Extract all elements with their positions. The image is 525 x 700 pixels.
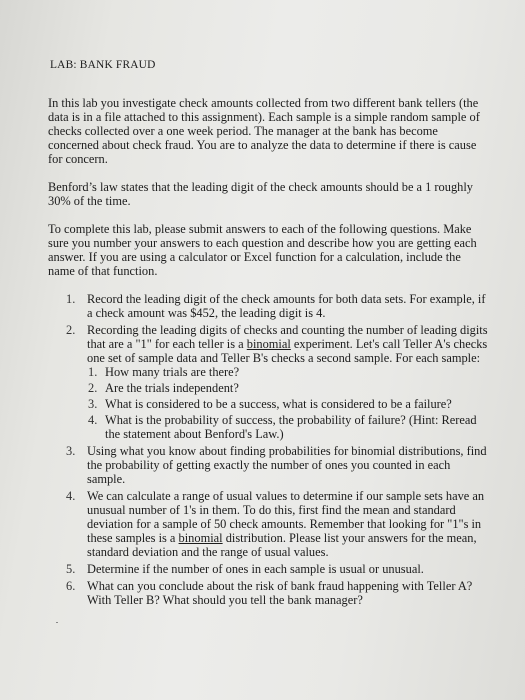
question-number: 3. bbox=[66, 444, 76, 458]
question-number: 6. bbox=[66, 579, 76, 593]
sub-question-list bbox=[88, 365, 488, 441]
sub-question-text: Are the trials independent? bbox=[105, 381, 239, 395]
sub-question-number: 1. bbox=[88, 365, 98, 379]
question-1 bbox=[66, 292, 488, 320]
question-3 bbox=[66, 444, 488, 486]
lab-title: LAB: BANK FRAUD bbox=[50, 59, 156, 71]
question-number: 4. bbox=[66, 489, 76, 503]
benford-paragraph: Benford’s law states that the leading digit of the check amounts should be a 1 roughly 30% of the time. bbox=[48, 180, 473, 208]
question-text: Using what you know about finding probabilities for binomial distributions, find the probability of getting exactly the number of ones you counted in each sample. bbox=[87, 444, 487, 486]
stray-pen-mark bbox=[56, 622, 58, 623]
question-text-end: experiment. Let's call Teller A's checks one set of sample data and Teller B's checks a second sample. For each sample: bbox=[87, 337, 488, 365]
worksheet-content bbox=[48, 58, 488, 610]
sub-question-text: What is considered to be a success, what is considered to be a failure? bbox=[105, 397, 452, 411]
sub-question-text: How many trials are there? bbox=[105, 365, 240, 379]
question-number: 5. bbox=[66, 562, 76, 576]
question-2 bbox=[66, 323, 488, 441]
question-text-start: Recording the leading digits of checks and counting the number of leading digits that are a "1" for each teller is a bbox=[87, 323, 488, 351]
intro-paragraph: In this lab you investigate check amounts collected from two different bank tellers (the data is in a file attached to this assignment). Each sample is a simple random sample of checks collected over a one week period. The manager at the bank has become concerned about check fraud. You are to analyze the data to determine if there is cause for concern. bbox=[48, 96, 480, 166]
sub-question-number: 4. bbox=[88, 413, 98, 427]
question-6 bbox=[66, 579, 488, 607]
question-text: What can you conclude about the risk of bank fraud happening with Teller A? With Teller B? What should you tell the bank manager? bbox=[87, 579, 473, 607]
sub-question-2 bbox=[88, 381, 488, 395]
sub-question-text: What is the probability of success, the probability of failure? (Hint: Reread the statement about Benford's Law.) bbox=[105, 413, 477, 441]
question-number: 1. bbox=[66, 292, 76, 306]
sub-question-3 bbox=[88, 397, 488, 411]
sub-question-1 bbox=[88, 365, 488, 379]
question-list bbox=[66, 292, 488, 607]
question-text-start: We can calculate a range of usual values to determine if our sample sets have an unusual number of 1's in them. To do this, first find the mean and standard deviation for a sample of 50 check amounts. Remember that looking for "1"s in these samples is a bbox=[87, 489, 485, 545]
question-text: Record the leading digit of the check amounts for both data sets. For example, if a check amount was $452, the leading digit is 4. bbox=[87, 292, 486, 320]
instructions-paragraph: To complete this lab, please submit answers to each of the following questions. Make sure you number your answers to each question and describe how you are getting each answer. If you are using a calculator or Excel function for a calculation, include the name of that function. bbox=[48, 222, 477, 278]
question-text-end: distribution. Please list your answers for the mean, standard deviation and the range of usual values. bbox=[87, 531, 477, 559]
question-5 bbox=[66, 562, 488, 576]
question-number: 2. bbox=[66, 323, 76, 337]
sub-question-number: 2. bbox=[88, 381, 98, 395]
sub-question-number: 3. bbox=[88, 397, 98, 411]
sub-question-4 bbox=[88, 413, 488, 441]
binomial-underlined-term: binomial bbox=[246, 337, 291, 351]
binomial-underlined-term: binomial bbox=[178, 531, 223, 545]
question-text: Determine if the number of ones in each sample is usual or unusual. bbox=[87, 562, 424, 576]
question-4 bbox=[66, 489, 488, 559]
